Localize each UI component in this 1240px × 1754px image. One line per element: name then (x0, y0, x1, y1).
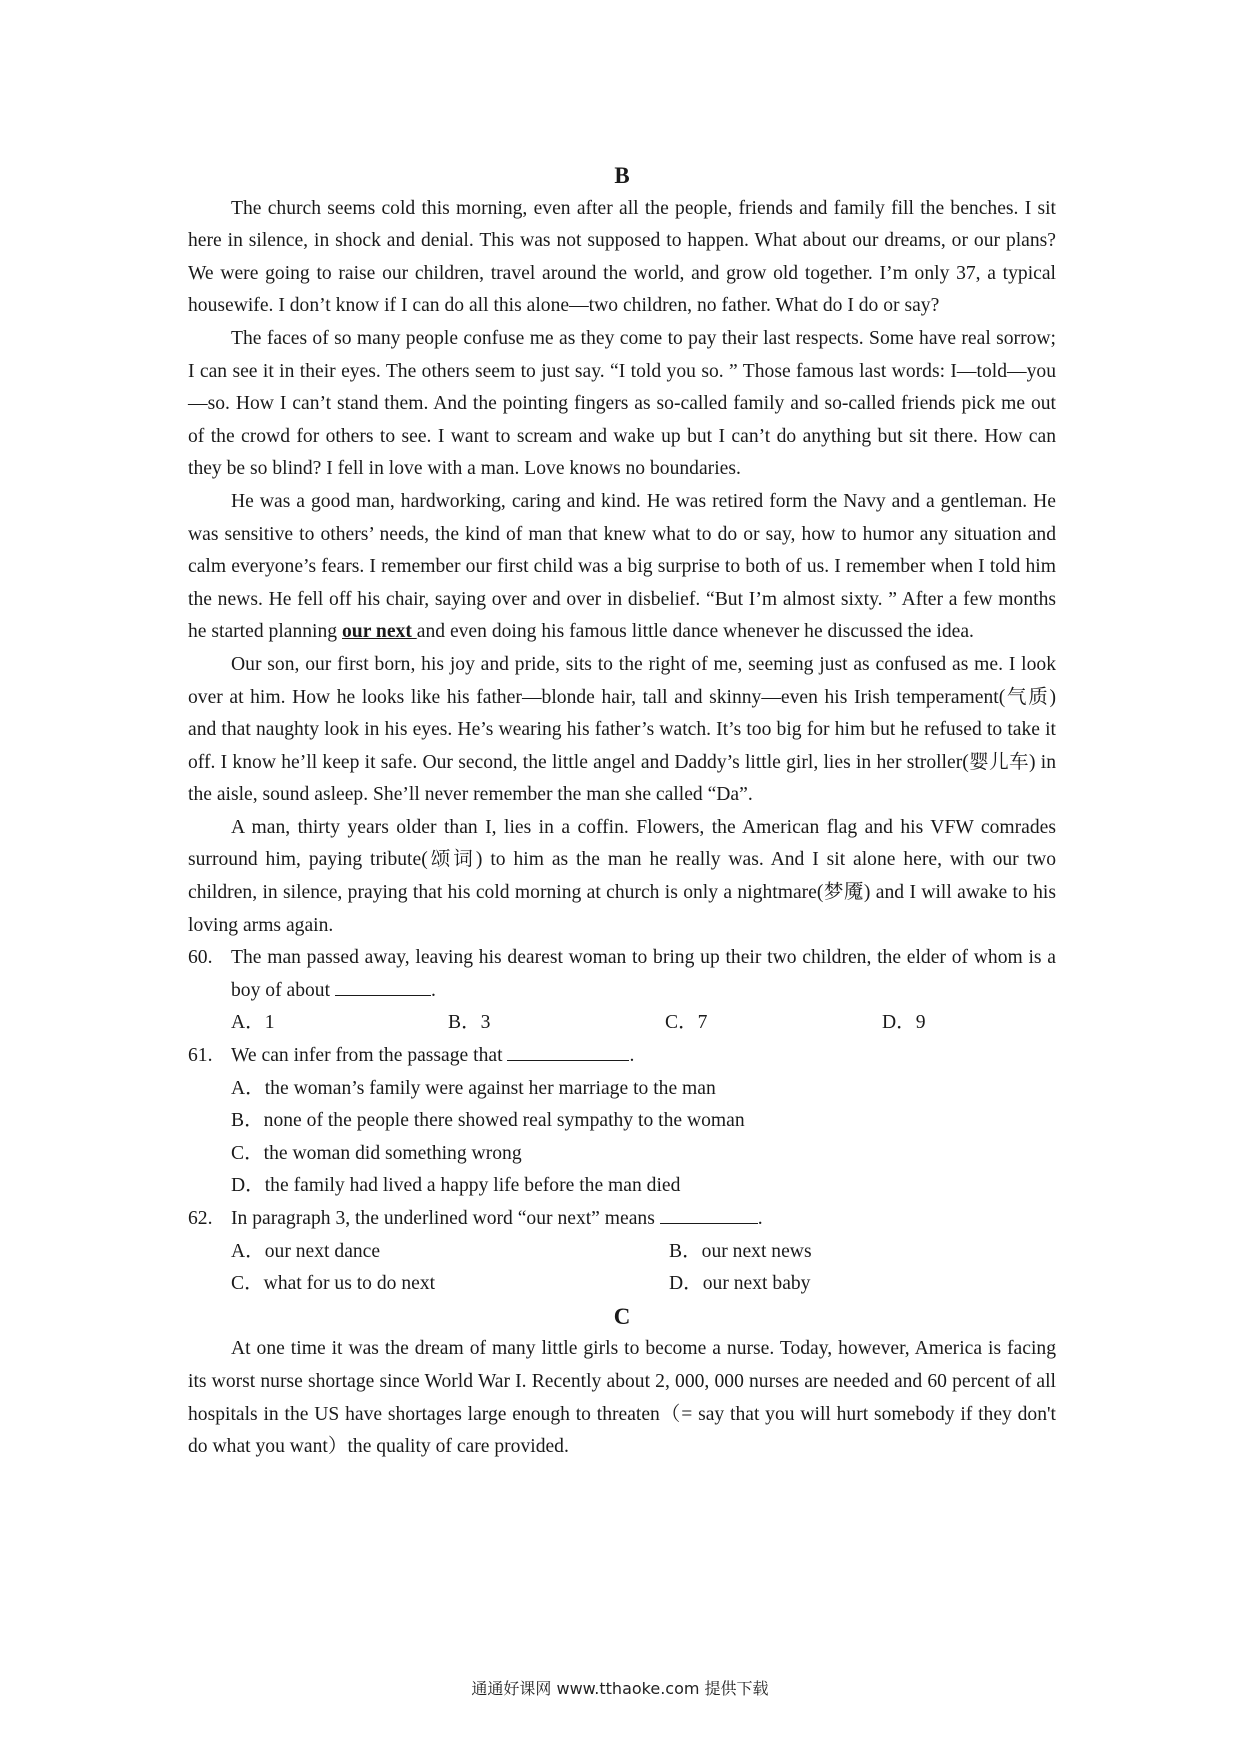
question-number: 61. (188, 1045, 213, 1067)
option-c: C．the woman did something wrong (231, 1142, 522, 1164)
section-b-title: B (614, 163, 630, 188)
question-60 (188, 942, 1056, 1040)
question-61 (188, 1040, 1056, 1203)
answer-blank (660, 1205, 758, 1224)
options-list (188, 1073, 1056, 1203)
option-b: B．3 (448, 1012, 491, 1034)
option-a: A．the woman’s family were against her marriage to the man (231, 1077, 716, 1099)
option-b: B．our next news (669, 1240, 812, 1262)
option-a: A．our next dance (231, 1240, 381, 1262)
question-number: 62. (188, 1208, 213, 1229)
option-d: D．9 (882, 1012, 926, 1034)
paragraph-b3 (188, 486, 1056, 649)
options-row (188, 1236, 1056, 1269)
option-c: C．what for us to do next (231, 1273, 436, 1295)
option-d: D．the family had lived a happy life before the man died (231, 1175, 681, 1197)
page-content (188, 160, 1056, 1464)
paragraph-b3-text-before: He was a good man, hardworking, caring and kind. He was retired form the Navy and a gentleman. He was sensitive to others’ needs, the kind of man that knew what to do or say, how to humor any situation and calm everyone’s fears. I remember our first child was a big surprise to both of us. I remember when I told him the news. He fell off his chair, saying over and over in disbelief. “But I’m almost sixty. ” After a few months he started planning (188, 490, 1056, 643)
question-number: 60. (188, 947, 213, 969)
answer-blank (335, 977, 431, 996)
question-stem: In paragraph 3, the underlined word “our next” means . (231, 1203, 1056, 1236)
underlined-phrase: our next (342, 621, 417, 643)
option-a: A．1 (231, 1012, 275, 1034)
options-row (188, 1268, 1056, 1301)
answer-blank (507, 1042, 629, 1061)
paragraph-b5: A man, thirty years older than I, lies in a coffin. Flowers, the American flag and his VFW comrades surround him, paying tribute(颂词) to him as the man he really was. And I sit alone here, with our two children, in silence, praying that his cold morning at church is only a nightmare(梦魇) and I will awake to his loving arms again. (188, 816, 1056, 936)
question-stem: The man passed away, leaving his dearest woman to bring up their two children, the elder of whom is a boy of about . (231, 947, 1056, 1001)
question-62 (188, 1203, 1056, 1301)
paragraph-b3-text-after: and even doing his famous little dance whenever he discussed the idea. (416, 621, 974, 643)
options-row (188, 1007, 1056, 1040)
paragraph-c1: At one time it was the dream of many little girls to become a nurse. Today, however, America is facing its worst nurse shortage since World War I. Recently about 2, 000, 000 nurses are needed and 60 percent of all hospitals in the US have shortages large enough to threaten（= say that you will hurt somebody if they don't do what you want）the quality of care provided. (188, 1338, 1056, 1458)
paragraph-b4: Our son, our first born, his joy and pride, sits to the right of me, seeming just as confused as me. I look over at him. How he looks like his father—blonde hair, tall and skinny—even his Irish temperament(气质) and that naughty look in his eyes. He’s wearing his father’s watch. It’s too big for him but he refused to take it off. I know he’ll keep it safe. Our second, the little angel and Daddy’s little girl, lies in her stroller(婴儿车) in the aisle, sound asleep. She’ll never remember the man she called “Da”. (188, 653, 1056, 806)
option-d: D．our next baby (669, 1273, 811, 1295)
footer-watermark: 通通好课网 www.tthaoke.com 提供下载 (471, 1679, 769, 1698)
paragraph-b1: The church seems cold this morning, even after all the people, friends and family fill the benches. I sit here in silence, in shock and denial. This was not supposed to happen. What about our dreams, or our plans? We were going to raise our children, travel around the world, and grow old together. I’m only 37, a typical housewife. I don’t know if I can do all this alone—two children, no father. What do I do or say? (188, 197, 1056, 317)
paragraph-b2: The faces of so many people confuse me as they come to pay their last respects. Some have real sorrow; I can see it in their eyes. The others seem to just say. “I told you so. ” Those famous last words: I—told—you—so. How I can’t stand them. And the pointing fingers as so-called family and so-called friends pick me out of the crowd for others to see. I want to scream and wake up but I can’t do anything but sit there. How can they be so blind? I fell in love with a man. Love knows no boundaries. (188, 327, 1056, 480)
section-c-title: C (613, 1303, 631, 1329)
question-stem: We can infer from the passage that . (231, 1040, 1056, 1073)
option-c: C．7 (665, 1012, 708, 1034)
option-b: B．none of the people there showed real sympathy to the woman (231, 1110, 745, 1132)
